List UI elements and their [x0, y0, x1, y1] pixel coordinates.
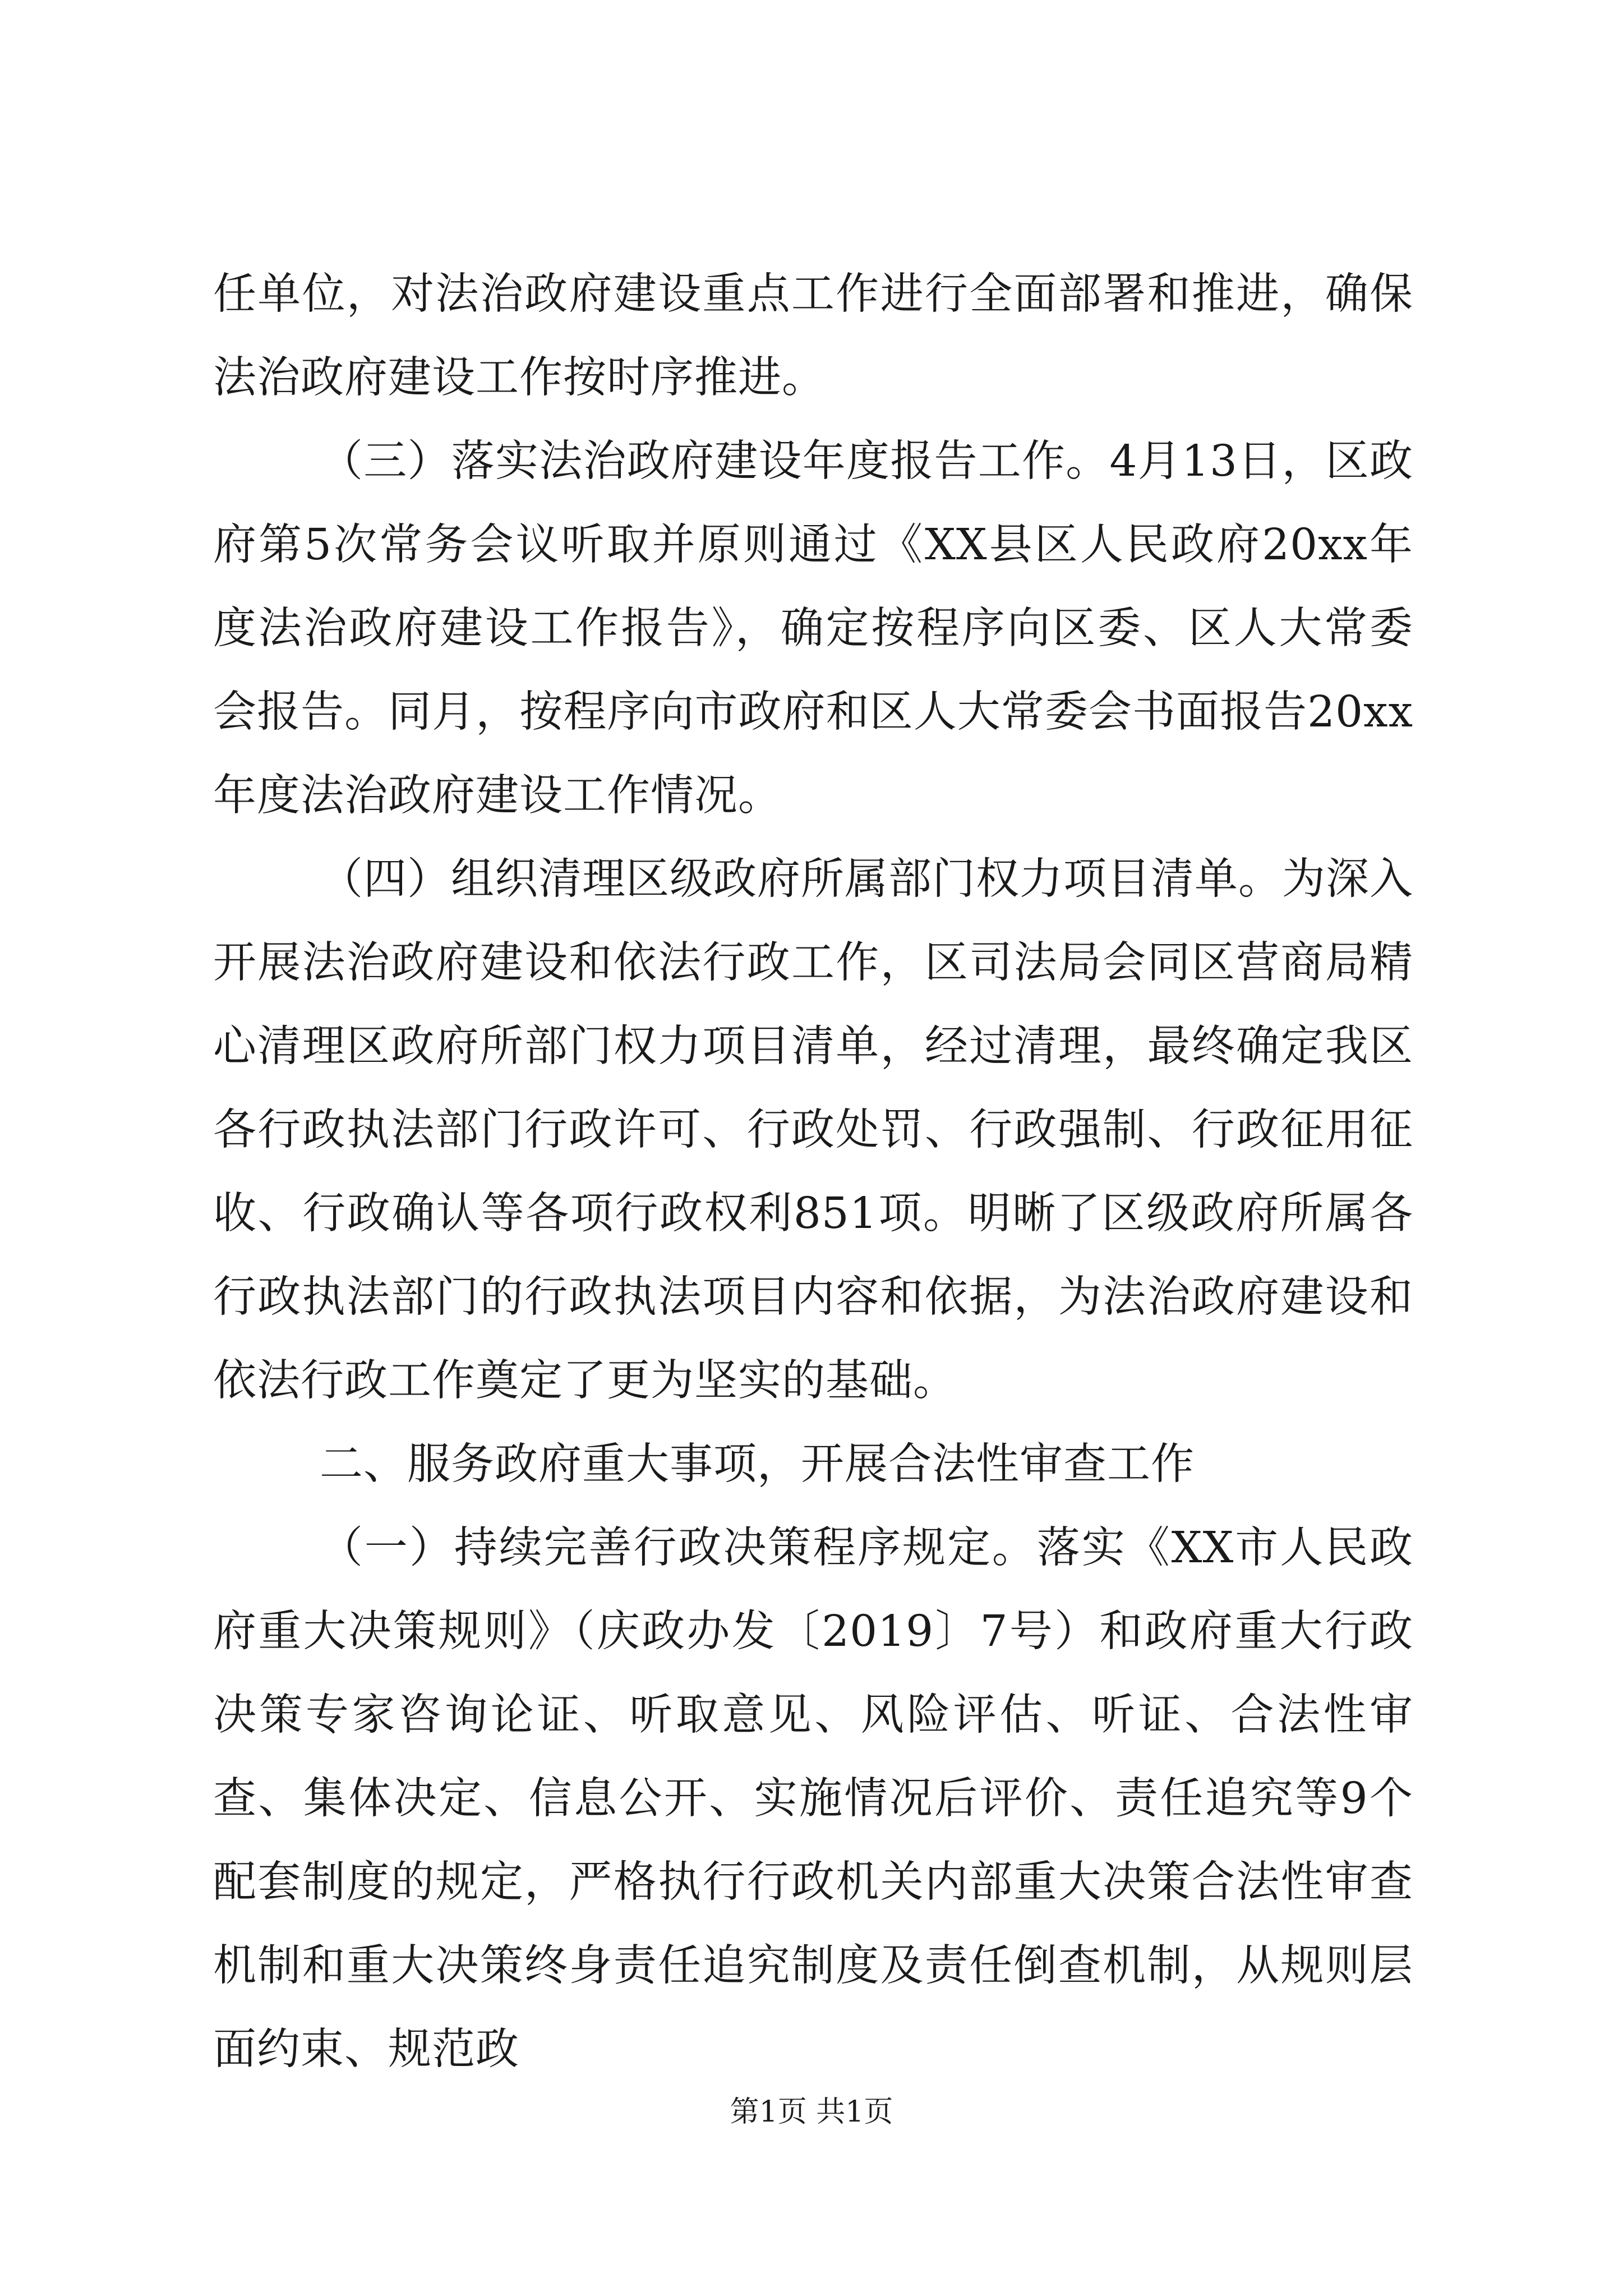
paragraph-continuation: 任单位，对法治政府建设重点工作进行全面部署和推进，确保法治政府建设工作按时序推进。: [213, 269, 1413, 403]
document-body: [213, 252, 1413, 2091]
section-heading-2: 二、服务政府重大事项，开展合法性审查工作: [320, 1439, 1195, 1489]
paragraph-section-4: （四）组织清理区级政府所属部门权力项目清单。为深入开展法治政府建设和依法行政工作，区司法局会同区营商局精心清理区政府所部门权力项目清单，经过清理，最终确定我区各行政执法部门行政许可、行政处罚、行政强制、行政征用征收、行政确认等各项行政权利851项。明晰了区级政府所属各行政执法部门的行政执法项目内容和依据，为法治政府建设和依法行政工作奠定了更为坚实的基础。: [213, 854, 1413, 1406]
page-footer: 第1页 共1页: [730, 2095, 893, 2129]
paragraph-section-3: （三）落实法治政府建设年度报告工作。4月13日，区政府第5次常务会议听取并原则通过《XX县区人民政府20xx年度法治政府建设工作报告》，确定按程序向区委、区人大常委会报告。同月，按程序向市政府和区人大常委会书面报告20xx年度法治政府建设工作情况。: [213, 436, 1413, 821]
paragraph-subsection-1: （一）持续完善行政决策程序规定。落实《XX市人民政府重大决策规则》（庆政办发〔2019〕7号）和政府重大行政决策专家咨询论证、听取意见、风险评估、听证、合法性审查、集体决定、信息公开、实施情况后评价、责任追究等9个配套制度的规定，严格执行行政机关内部重大决策合法性审查机制和重大决策终身责任追究制度及责任倒查机制，从规则层面约束、规范政: [213, 1523, 1413, 2074]
